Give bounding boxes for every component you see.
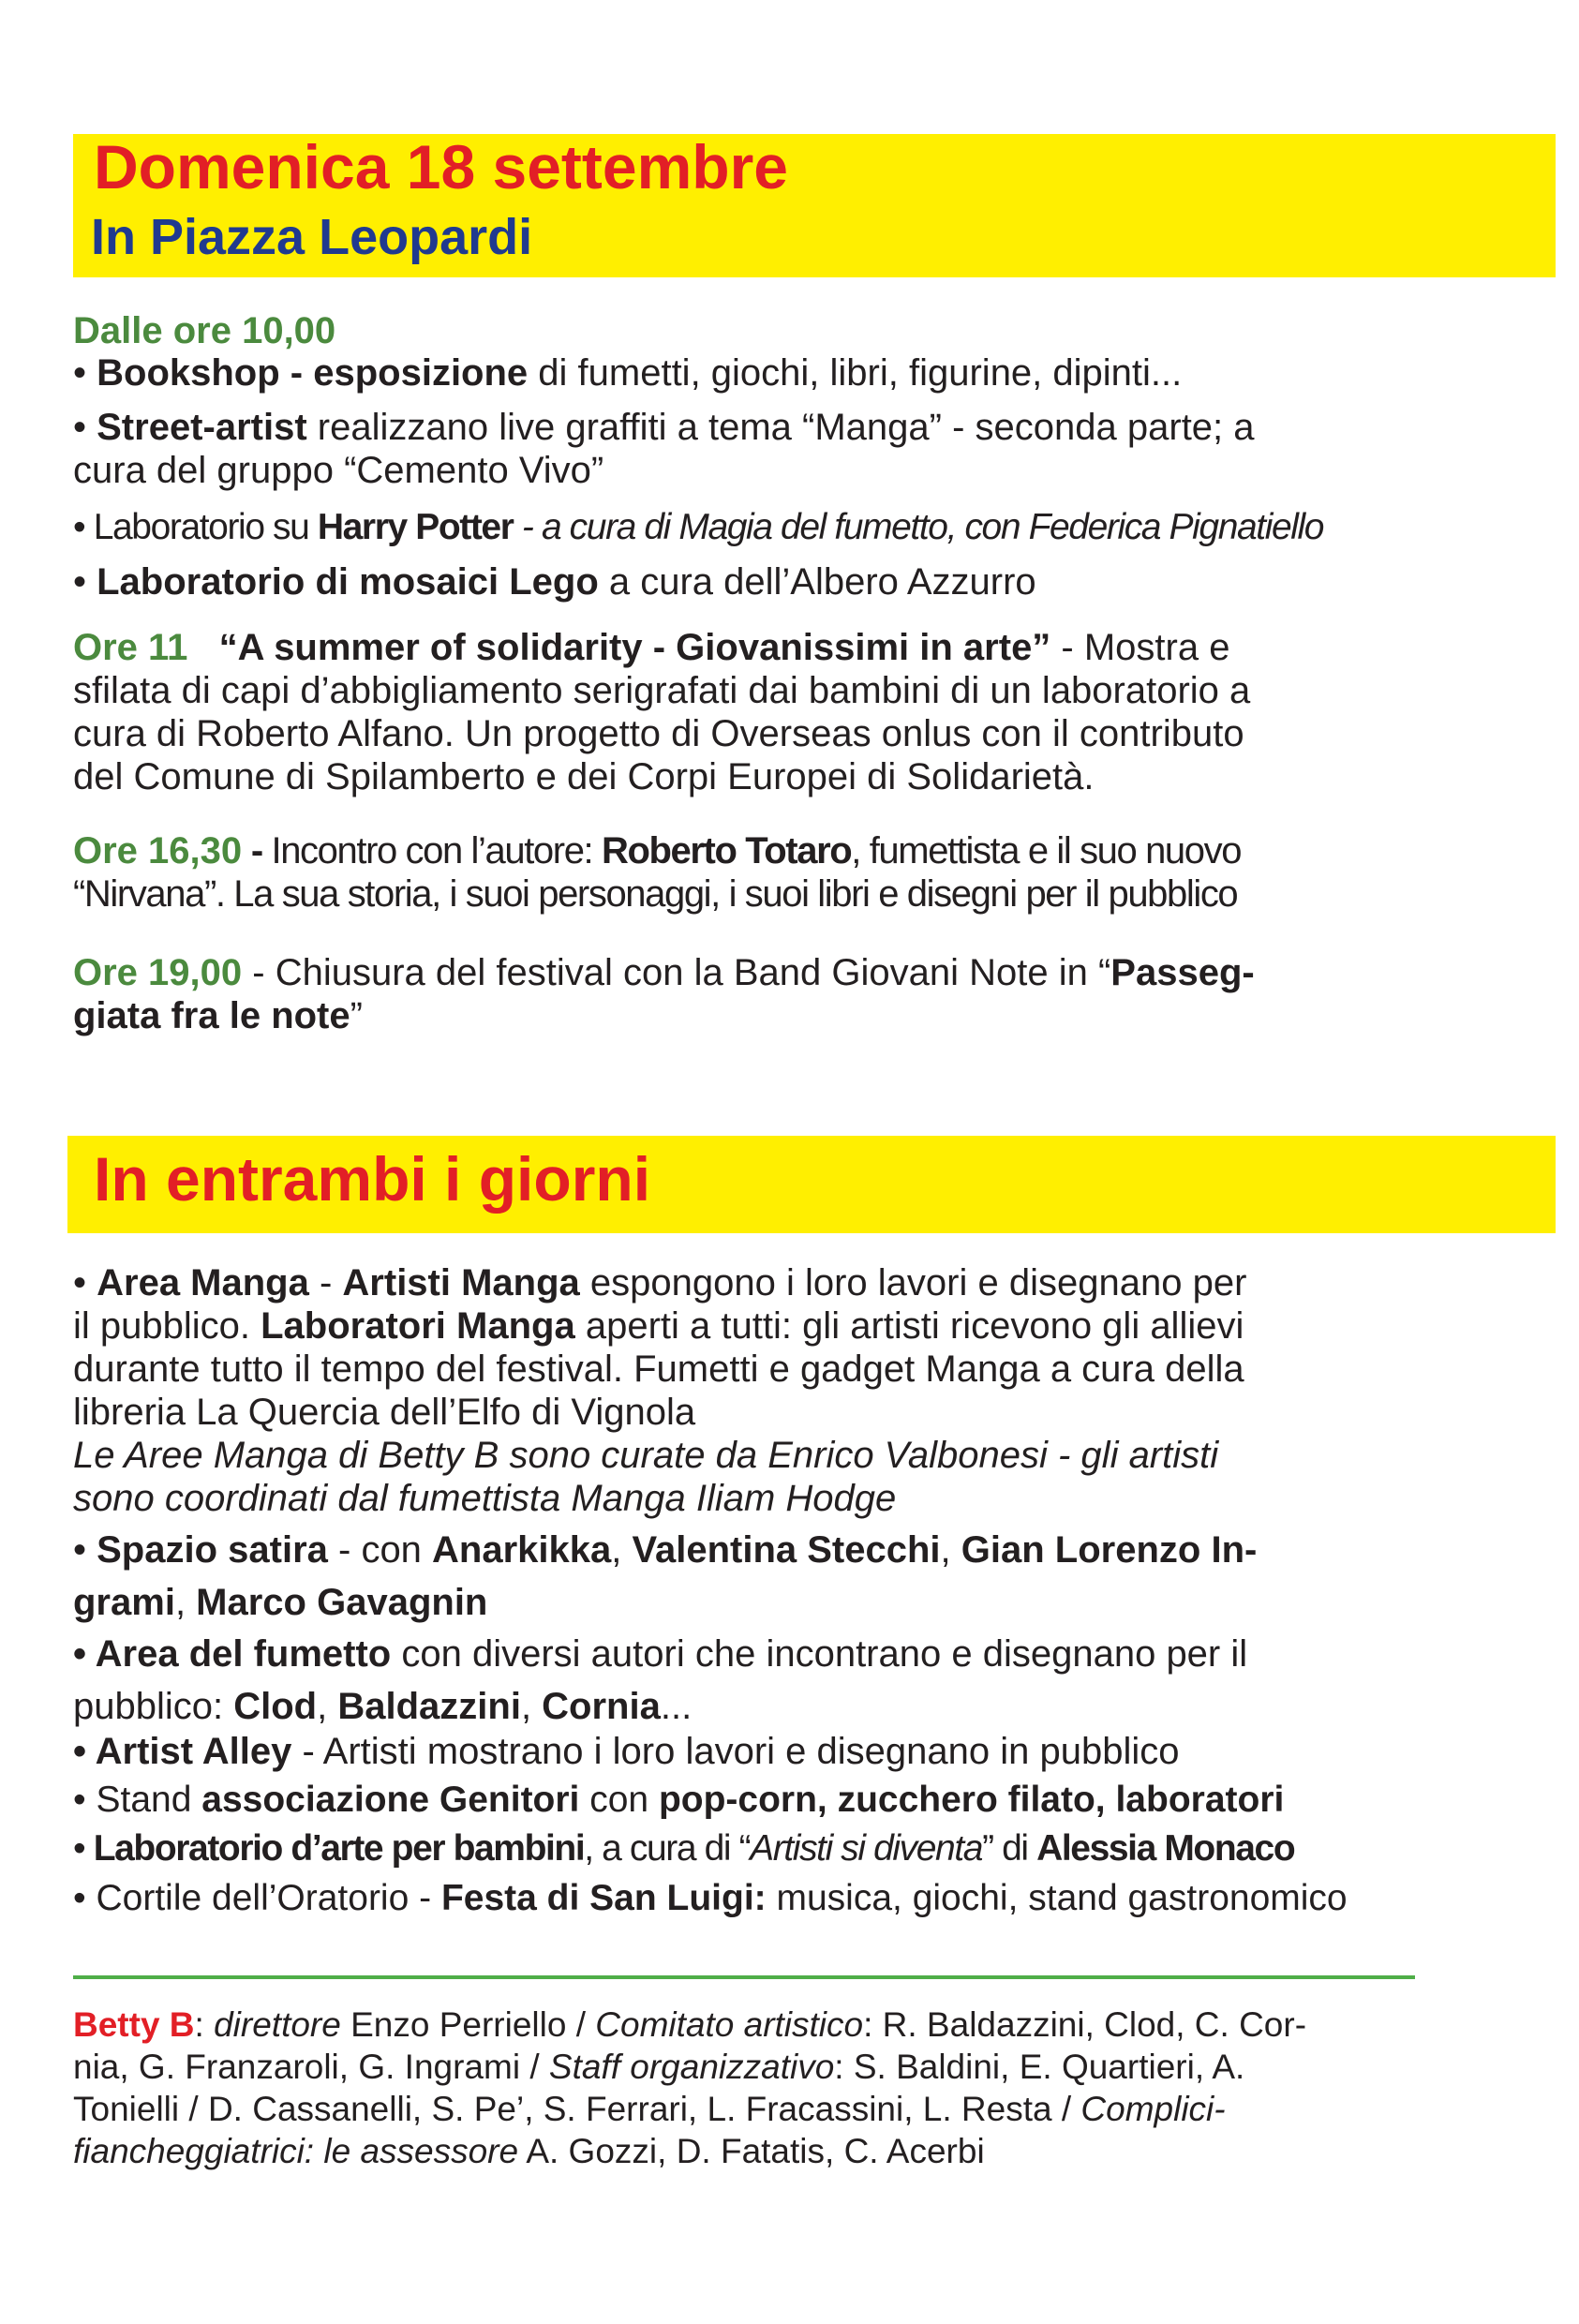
list-item-bookshop: • Bookshop - esposizione di fumetti, giochi, libri, figurine, dipinti...	[73, 352, 1183, 394]
list-item-street-artist: • Street-artist realizzano live graffiti a tema “Manga” - seconda parte; a cura del gruppo “Cemento Vivo”	[73, 407, 1255, 491]
list-item-spazio-satira: • Spazio satira - con Anarkikka, Valentina Stecchi, Gian Lorenzo In- grami, Marco Gavagnin	[73, 1529, 1258, 1623]
list-item-lego: • Laboratorio di mosaici Lego a cura dell’Albero Azzurro	[73, 561, 1036, 603]
credits-block: Betty B: direttore Enzo Perriello / Comitato artistico: R. Baldazzini, Clod, C. Cor- nia, G. Franzaroli, G. Ingrami / Staff organizzativo: S. Baldini, E. Quartieri, A. Tonielli / D. Cassanelli, S. Pe’, S. Ferrari, L. Fracassini, L. Resta / Complici- fiancheggiatrici: le assessore A. Gozzi, D. Fatatis, C. Acerbi	[73, 2005, 1307, 2170]
section-title-both-days: In entrambi i giorni	[94, 1144, 651, 1214]
list-item-artist-alley: • Artist Alley - Artisti mostrano i loro lavori e disegnano in pubblico	[73, 1731, 1180, 1772]
list-item-laboratorio-arte: • Laboratorio d’arte per bambini, a cura di “Artisti si diventa” di Alessia Monaco	[73, 1828, 1295, 1869]
time-label-10: Dalle ore 10,00	[73, 310, 336, 351]
divider-rule	[73, 1975, 1415, 1979]
list-item-stand-genitori: • Stand associazione Genitori con pop-corn, zucchero filato, laboratori	[73, 1780, 1285, 1820]
list-item-cortile-oratorio: • Cortile dell’Oratorio - Festa di San Luigi: musica, giochi, stand gastronomico	[73, 1878, 1348, 1918]
event-ore-19: Ore 19,00 - Chiusura del festival con la Band Giovani Note in “Passeg- giata fra le note”	[73, 952, 1255, 1036]
section-title-sunday: Domenica 18 settembre	[94, 132, 788, 201]
section-subtitle-location: In Piazza Leopardi	[91, 209, 533, 265]
event-ore-1630: Ore 16,30 - Incontro con l’autore: Roberto Totaro, fumettista e il suo nuovo “Nirvana”. La sua storia, i suoi personaggi, i suoi libri e disegni per il pubblico	[73, 830, 1242, 915]
event-ore-11: Ore 11 “A summer of solidarity - Giovanissimi in arte” - Mostra e sfilata di capi d’abbigliamento serigrafati dai bambini di un laboratorio a cura di Roberto Alfano. Un progetto di Overseas onlus con il contributo del Comune di Spilamberto e dei Corpi Europei di Solidarietà.	[73, 627, 1251, 797]
list-item-area-manga: • Area Manga - Artisti Manga espongono i loro lavori e disegnano per il pubblico. Laboratori Manga aperti a tutti: gli artisti ricevono gli allievi durante tutto il tempo del festival. Fumetti e gadget Manga a cura della libreria La Quercia dell’Elfo di Vignola Le Aree Manga di Betty B sono curate da Enrico Valbonesi - gli artisti sono coordinati dal fumettista Manga Iliam Hodge	[73, 1262, 1247, 1519]
list-item-harry-potter: • Laboratorio su Harry Potter - a cura di Magia del fumetto, con Federica Pignatiello	[73, 507, 1324, 547]
list-item-area-fumetto: • Area del fumetto con diversi autori che incontrano e disegnano per il pubblico: Clod, Baldazzini, Cornia...	[73, 1633, 1248, 1727]
